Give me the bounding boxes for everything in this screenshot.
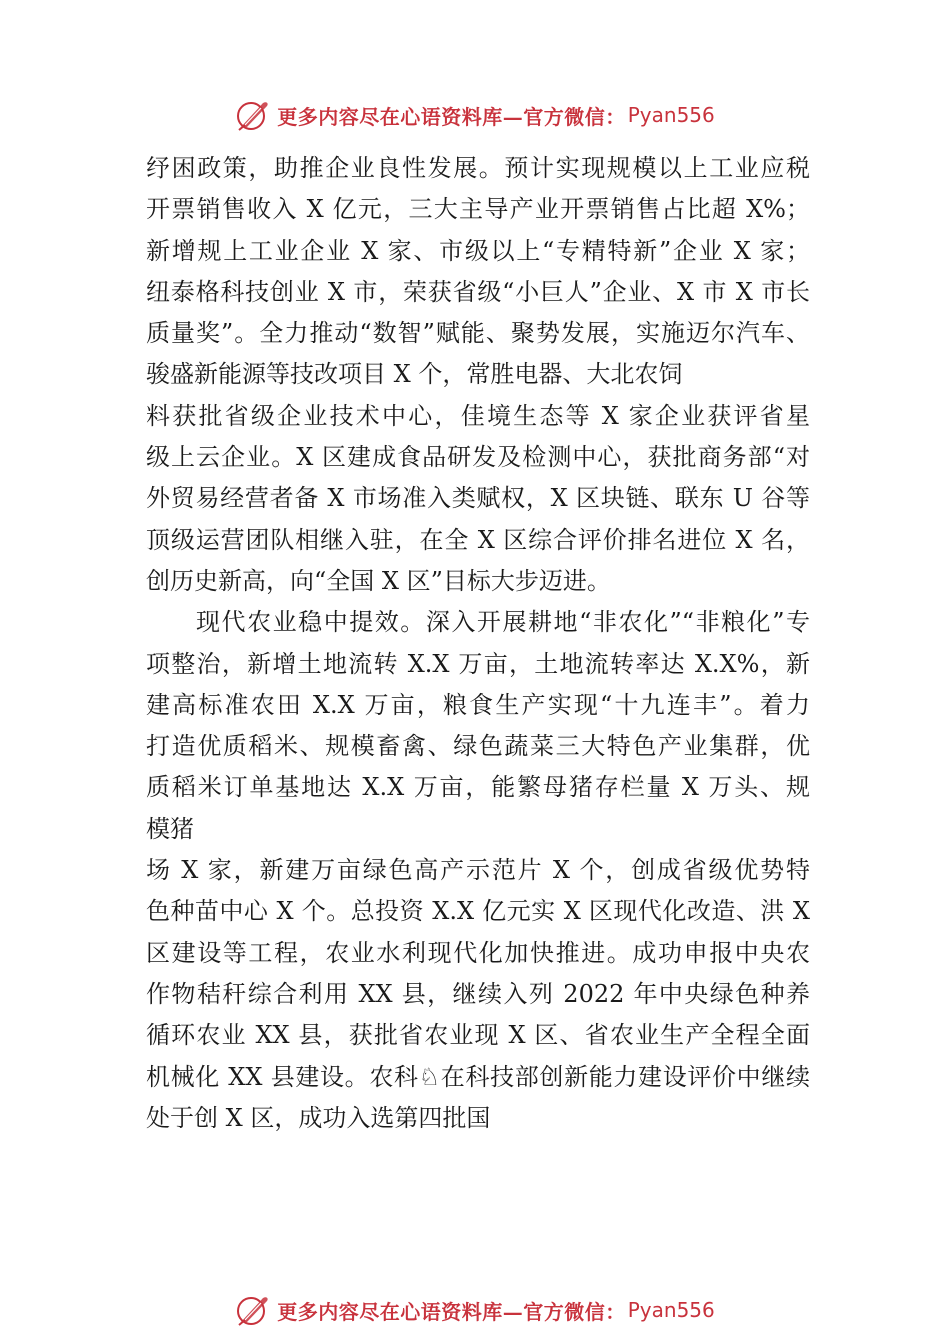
document-body xyxy=(146,148,810,1139)
body-line: 质量奖”。全力推动“数智”赋能、聚势发展，实施迈尔汽车、 xyxy=(146,319,810,348)
body-line: 顶级运营团队相继入驻，在全 X 区综合评价排名进位 X 名， xyxy=(146,525,810,554)
body-line: 建高标准农田 X.X 万亩，粮食生产实现“十九连丰”。着力 xyxy=(146,690,810,719)
body-line: 项整治，新增土地流转 X.X 万亩，土地流转率达 X.X%，新 xyxy=(146,649,810,678)
body-line: 骏盛新能源等技改项目 X 个，常胜电器、大北农饲 xyxy=(146,360,683,389)
pen-feather-logo-icon xyxy=(235,1292,271,1328)
paragraph-start-line: 现代农业稳中提效。深入开展耕地“非农化”“非粮化”专 xyxy=(196,608,810,637)
body-line: 级上云企业。X 区建成食品研发及检测中心，获批商务部“对 xyxy=(146,443,810,472)
body-line: 循环农业 XX 县，获批省农业现 X 区、省农业生产全程全面 xyxy=(146,1021,810,1050)
body-line: 开票销售收入 X 亿元，三大主导产业开票销售占比超 X%； xyxy=(146,195,810,224)
body-line: 创历史新高，向“全国 X 区”目标大步迈进。 xyxy=(146,566,611,595)
body-line: 场 X 家，新建万亩绿色高产示范片 X 个，创成省级优势特 xyxy=(146,856,810,885)
body-line: 纽泰格科技创业 X 市，荣获省级“小巨人”企业、X 市 X 市长 xyxy=(146,277,810,306)
footer-banner-text: 更多内容尽在心语资料库—官方微信： xyxy=(277,1299,626,1324)
body-line: 模猪 xyxy=(146,814,194,843)
body-line: 打造优质稻米、规模畜禽、绿色蔬菜三大特色产业集群，优 xyxy=(146,732,810,761)
body-line: 区建设等工程，农业水利现代化加快推进。成功申报中央农 xyxy=(146,938,810,967)
header-wechat-handle: Pyan556 xyxy=(627,103,715,127)
body-line: 新增规上工业企业 X 家、市级以上“专精特新”企业 X 家； xyxy=(146,236,810,265)
footer-banner xyxy=(0,1290,950,1330)
body-line: 机械化 XX 县建设。农科♘在科技部创新能力建设评价中继续 xyxy=(146,1062,810,1091)
footer-wechat-handle: Pyan556 xyxy=(627,1298,715,1322)
header-banner-text: 更多内容尽在心语资料库—官方微信： xyxy=(277,104,626,129)
body-line: 作物秸秆综合利用 XX 县，继续入列 2022 年中央绿色种养 xyxy=(146,979,810,1008)
body-line: 色种苗中心 X 个。总投资 X.X 亿元实 X 区现代化改造、洪 X xyxy=(146,897,810,926)
pen-feather-logo-icon xyxy=(235,97,271,133)
body-line: 纾困政策，助推企业良性发展。预计实现规模以上工业应税 xyxy=(146,154,810,182)
body-line: 处于创 X 区，成功入选第四批国 xyxy=(146,1103,491,1132)
body-line: 质稻米订单基地达 X.X 万亩，能繁母猪存栏量 X 万头、规 xyxy=(146,773,810,802)
body-line: 料获批省级企业技术中心，佳境生态等 X 家企业获评省星 xyxy=(146,401,810,430)
header-banner xyxy=(0,95,950,135)
body-line: 外贸易经营者备 X 市场准入类赋权，X 区块链、联东 U 谷等 xyxy=(146,484,810,513)
